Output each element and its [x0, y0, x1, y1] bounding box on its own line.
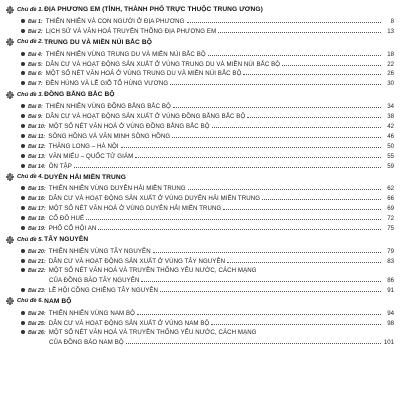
bullet-icon — [21, 81, 25, 85]
toc-entry[interactable] — [21, 284, 394, 294]
dot-leader — [74, 167, 381, 168]
gear-flower-icon — [6, 173, 14, 181]
page-number: 59 — [387, 162, 394, 170]
bullet-icon — [21, 216, 25, 220]
lesson-title: THIÊN NHIÊN VÀ CON NGƯỜI Ở ĐỊA PHƯƠNG — [45, 17, 185, 25]
dot-leader — [243, 74, 381, 75]
topic-title: DUYÊN HẢI MIỀN TRUNG — [44, 173, 126, 181]
bullet-icon — [21, 134, 25, 138]
topic-title: TRUNG DU VÀ MIỀN NÚI BẮC BỘ — [44, 38, 152, 46]
bullet-icon — [21, 104, 25, 108]
bullet-icon — [21, 164, 25, 168]
toc-entry[interactable] — [21, 183, 394, 193]
dot-leader — [282, 65, 381, 66]
bullet-icon — [21, 144, 25, 148]
lesson-label: Bài 25: — [28, 320, 46, 327]
toc-entry[interactable] — [21, 140, 394, 150]
dot-leader — [247, 117, 381, 118]
bullet-icon — [21, 268, 25, 272]
topic-section — [6, 234, 394, 294]
lesson-label: Bài 10: — [28, 124, 46, 131]
dot-leader — [218, 32, 381, 33]
dot-leader — [98, 229, 381, 230]
bullet-icon — [21, 62, 25, 66]
lesson-title-continued: CỦA ĐỒNG BÀO TÂY NGUYÊN — [49, 277, 140, 284]
lesson-title: SÔNG HỒNG VÀ VĂN MINH SÔNG HỒNG — [48, 132, 171, 140]
lesson-title: DÂN CƯ VÀ HOẠT ĐỘNG SẢN XUẤT Ở VÙNG ĐỒNG BẰNG BẮC BỘ — [45, 113, 246, 121]
topic-heading — [6, 296, 394, 307]
page-number: 91 — [387, 286, 394, 294]
lesson-title: DÂN CƯ VÀ HOẠT ĐỘNG SẢN XUẤT Ở VÙNG TRUNG DU VÀ MIỀN NÚI BẮC BỘ — [45, 60, 281, 68]
lesson-title: MỘT SỐ NÉT VĂN HOÁ Ở VÙNG DUYÊN HẢI MIỀN TRUNG — [48, 205, 222, 213]
lesson-label: Bài 19: — [28, 226, 46, 233]
toc-entry[interactable] — [21, 212, 394, 222]
dot-leader — [160, 291, 381, 292]
lesson-title: MỘT SỐ NÉT VĂN HOÁ VÀ TRUYỀN THỐNG YÊU NƯỚC, CÁCH MẠNG — [48, 267, 257, 275]
page-number: 34 — [387, 103, 394, 111]
topic-title: ĐỒNG BẰNG BẮC BỘ — [44, 91, 115, 99]
topic-section — [6, 89, 394, 169]
bullet-icon — [21, 154, 25, 158]
toc-entry[interactable] — [21, 255, 394, 265]
lesson-label: Bài 11: — [28, 133, 46, 140]
gear-flower-icon — [6, 297, 14, 305]
topic-section — [6, 296, 394, 346]
page-number: 94 — [387, 309, 394, 317]
lesson-label: Bài 16: — [28, 196, 46, 203]
topic-prefix: Chủ đề 6. — [17, 298, 44, 305]
lesson-label: Bài 5: — [28, 61, 43, 68]
lesson-title: MỘT SỐ NÉT VĂN HOÁ Ở VÙNG TRUNG DU VÀ MIỀN NÚI BẮC BỘ — [45, 70, 242, 78]
lesson-label: Bài 14: — [28, 163, 46, 170]
toc-entry[interactable] — [21, 192, 394, 202]
gear-flower-icon — [6, 38, 14, 46]
dot-leader — [187, 22, 382, 23]
bullet-icon — [21, 71, 25, 75]
lesson-title: VĂN MIẾU – QUỐC TỬ GIÁM — [48, 152, 134, 160]
dot-leader — [262, 199, 381, 200]
topic-heading — [6, 37, 394, 48]
topic-title: NAM BỘ — [44, 297, 72, 305]
toc-entry[interactable] — [21, 48, 394, 58]
bullet-icon — [21, 19, 25, 23]
toc-entry[interactable] — [21, 317, 394, 327]
bullet-icon — [21, 321, 25, 325]
lesson-label: Bài 1: — [28, 18, 43, 25]
dot-leader — [211, 324, 381, 325]
dot-leader — [208, 55, 381, 56]
topic-section — [6, 4, 394, 35]
lesson-label: Bài 4: — [28, 51, 43, 58]
bullet-icon — [21, 52, 25, 56]
page-number: 66 — [387, 195, 394, 203]
lesson-label: Bài 2: — [28, 28, 43, 35]
lesson-title: DÂN CƯ VÀ HOẠT ĐỘNG SẢN XUẤT Ở VÙNG DUYÊN HẢI MIỀN TRUNG — [48, 195, 261, 203]
toc-entry[interactable] — [21, 307, 394, 317]
topic-heading — [6, 172, 394, 183]
bullet-icon — [21, 288, 25, 292]
lesson-title: ÔN TẬP — [48, 162, 72, 170]
lesson-title-continued: CỦA ĐỒNG BÀO NAM BỘ — [49, 338, 124, 346]
bullet-icon — [21, 226, 25, 230]
page-number: 18 — [387, 50, 394, 58]
topic-heading — [6, 4, 394, 15]
bullet-icon — [21, 29, 25, 33]
page-number: 101 — [383, 338, 394, 346]
dot-leader — [223, 209, 381, 210]
toc-entry[interactable] — [21, 265, 394, 284]
lesson-label: Bài 9: — [28, 114, 43, 121]
bullet-icon — [21, 124, 25, 128]
page-number: 72 — [387, 215, 394, 223]
dot-leader — [172, 137, 381, 138]
lesson-label: Bài 7: — [28, 81, 43, 88]
topic-prefix: Chủ đề 1. — [17, 6, 44, 13]
topic-heading — [6, 234, 394, 245]
toc-entry[interactable] — [21, 202, 394, 212]
page-number: 83 — [387, 257, 394, 265]
page-number: 38 — [387, 113, 394, 121]
bullet-icon — [21, 206, 25, 210]
topic-heading — [6, 89, 394, 100]
dot-leader — [153, 252, 381, 253]
lesson-title: MỘT SỐ NÉT VĂN HOÁ Ở VÙNG ĐỒNG BẰNG BẮC BỘ — [48, 123, 210, 131]
topic-prefix: Chủ đề 5. — [17, 236, 44, 243]
lesson-title: PHỐ CỔ HỘI AN — [48, 225, 97, 233]
lesson-label: Bài 13: — [28, 153, 46, 160]
lesson-title: ĐỀN HÙNG VÀ LỄ GIỖ TỔ HÙNG VƯƠNG — [45, 80, 169, 88]
topic-prefix: Chủ đề 2. — [17, 39, 44, 46]
page-number: 46 — [387, 132, 394, 140]
bullet-icon — [21, 114, 25, 118]
page-number: 86 — [387, 277, 394, 284]
dot-leader — [137, 314, 381, 315]
dot-leader — [126, 343, 381, 344]
topic-prefix: Chủ đề 3. — [17, 91, 44, 98]
lesson-label: Bài 8: — [28, 104, 43, 111]
bullet-icon — [21, 311, 25, 315]
toc-entry[interactable] — [21, 77, 394, 87]
toc-entry[interactable] — [21, 110, 394, 120]
lesson-label: Bài 22: — [28, 268, 46, 275]
lesson-label: Bài 15: — [28, 186, 46, 193]
lesson-title: LỄ HỘI CỒNG CHIÊNG TÂY NGUYÊN — [48, 286, 159, 294]
toc-entry[interactable] — [21, 150, 394, 160]
page-number: 8 — [390, 17, 394, 25]
toc-entry[interactable] — [21, 160, 394, 170]
lesson-label: Bài 20: — [28, 248, 46, 255]
lesson-label: Bài 17: — [28, 206, 46, 213]
topic-section — [6, 172, 394, 232]
toc-entry[interactable] — [21, 100, 394, 110]
toc-entry[interactable] — [21, 15, 394, 25]
page-number: 26 — [387, 70, 394, 78]
bullet-icon — [21, 186, 25, 190]
lesson-label: Bài 21: — [28, 258, 46, 265]
topic-title: ĐỊA PHƯƠNG EM (TỈNH, THÀNH PHỐ TRỰC THUỘC TRUNG ƯƠNG) — [44, 6, 263, 13]
page-number: 55 — [387, 152, 394, 160]
toc-entry[interactable] — [21, 245, 394, 255]
lesson-title: THIÊN NHIÊN VÙNG ĐỒNG BẰNG BẮC BỘ — [45, 103, 171, 111]
lesson-label: Bài 18: — [28, 216, 46, 223]
page-number: 30 — [387, 80, 394, 88]
dot-leader — [173, 107, 381, 108]
bullet-icon — [21, 196, 25, 200]
lesson-title: THIÊN NHIÊN VÙNG NAM BỘ — [48, 309, 135, 317]
toc-entry[interactable] — [21, 130, 394, 140]
dot-leader — [227, 262, 381, 263]
page-number: 22 — [387, 60, 394, 68]
dot-leader — [86, 219, 381, 220]
lesson-label: Bài 23: — [28, 287, 46, 294]
lesson-label: Bài 6: — [28, 71, 43, 78]
toc-entry[interactable] — [21, 68, 394, 78]
page-number: 79 — [387, 247, 394, 255]
topic-section — [6, 37, 394, 88]
topic-title: TÂY NGUYÊN — [44, 236, 89, 244]
lesson-title: THIÊN NHIÊN VÙNG TÂY NGUYÊN — [48, 247, 151, 255]
dot-leader — [141, 281, 381, 282]
bullet-icon — [21, 330, 25, 334]
page-number: 50 — [387, 142, 394, 150]
bullet-icon — [21, 259, 25, 263]
lesson-label: Bài 12: — [28, 143, 46, 150]
lesson-title: THIÊN NHIÊN VÙNG TRUNG DU VÀ MIỀN NÚI BẮC BỘ — [45, 50, 206, 58]
topic-prefix: Chủ đề 4. — [17, 174, 44, 181]
page-number: 42 — [387, 123, 394, 131]
lesson-title: DÂN CƯ VÀ HOẠT ĐỘNG SẢN XUẤT Ở VÙNG TÂY NGUYÊN — [48, 257, 226, 265]
lesson-title: DÂN CƯ VÀ HOẠT ĐỘNG SẢN XUẤT Ở VÙNG NAM BỘ — [48, 319, 210, 327]
gear-flower-icon — [6, 236, 14, 244]
lesson-title: MỘT SỐ NÉT VĂN HOÁ VÀ TRUYỀN THỐNG YÊU NƯỚC, CÁCH MẠNG — [48, 329, 257, 337]
toc-entry[interactable] — [21, 58, 394, 68]
gear-flower-icon — [6, 6, 14, 14]
lesson-title: CỐ ĐÔ HUẾ — [48, 215, 85, 223]
page-number: 69 — [387, 205, 394, 213]
toc-entry[interactable] — [21, 120, 394, 130]
lesson-label: Bài 26: — [28, 330, 46, 337]
toc-entry[interactable] — [21, 222, 394, 232]
page-number: 13 — [387, 27, 394, 35]
lesson-title: THIÊN NHIÊN VÙNG DUYÊN HẢI MIỀN TRUNG — [48, 185, 186, 193]
dot-leader — [121, 147, 381, 148]
gear-flower-icon — [6, 91, 14, 99]
toc-entry[interactable] — [21, 327, 394, 346]
dot-leader — [188, 189, 381, 190]
page-number: 75 — [387, 225, 394, 233]
toc-entry[interactable] — [21, 25, 394, 35]
bullet-icon — [21, 249, 25, 253]
dot-leader — [135, 157, 381, 158]
page-number: 62 — [387, 185, 394, 193]
lesson-title: THĂNG LONG – HÀ NỘI — [48, 142, 119, 150]
dot-leader — [170, 84, 381, 85]
lesson-title: LỊCH SỬ VÀ VĂN HOÁ TRUYỀN THỐNG ĐỊA PHƯƠNG EM — [45, 27, 217, 35]
page-number: 98 — [387, 319, 394, 327]
lesson-label: Bài 24: — [28, 310, 46, 317]
dot-leader — [212, 127, 381, 128]
